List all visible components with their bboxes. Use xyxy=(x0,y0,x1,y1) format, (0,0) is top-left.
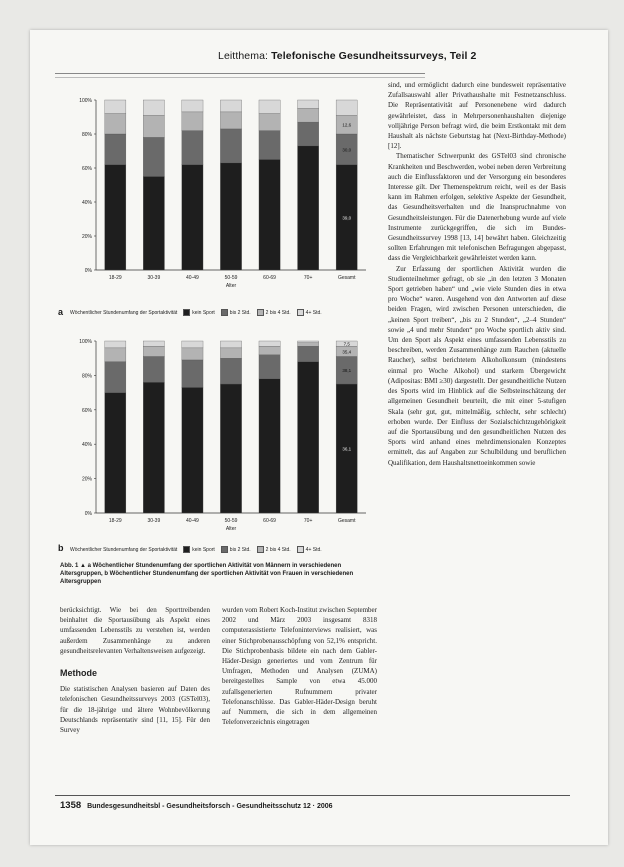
x-axis-title: Alter xyxy=(225,526,237,532)
legend-entry: 4+ Std. xyxy=(305,546,322,553)
bar-segment xyxy=(298,109,319,123)
bar-segment xyxy=(220,341,241,348)
header-rule-thin xyxy=(55,77,425,78)
y-tick-label: 100% xyxy=(79,98,92,104)
data-label: 38,1 xyxy=(342,368,352,374)
section-heading-methode: Methode xyxy=(60,668,97,679)
chart-women-svg xyxy=(60,333,380,543)
bar-segment xyxy=(336,100,357,115)
bar-segment xyxy=(298,100,319,109)
right-column xyxy=(388,80,566,468)
page-footer xyxy=(60,800,333,811)
bar-segment xyxy=(143,115,164,137)
bar-segment xyxy=(105,165,126,270)
bar-segment xyxy=(143,177,164,271)
bar-segment xyxy=(182,360,203,388)
legend-swatch xyxy=(257,309,264,316)
x-tick-label: 40-49 xyxy=(186,275,199,281)
x-tick-label: 18-29 xyxy=(108,275,122,281)
bar-segment xyxy=(259,355,280,379)
bar-segment xyxy=(105,341,126,348)
bar-segment xyxy=(143,341,164,346)
chart-women xyxy=(60,333,380,548)
caption-label: Abb. 1 ▲ a xyxy=(60,563,91,569)
legend-entry: kein Sport xyxy=(192,546,215,553)
legend-swatch xyxy=(257,546,264,553)
bar-segment xyxy=(182,165,203,270)
x-tick-label: Gesamt xyxy=(337,275,356,281)
bar-segment xyxy=(143,356,164,382)
x-tick-label: 70+ xyxy=(303,518,313,524)
y-tick-label: 20% xyxy=(81,476,92,483)
legend-swatch xyxy=(183,309,190,316)
legend-entry: kein Sport xyxy=(192,309,215,316)
bar-segment xyxy=(143,346,164,356)
y-tick-label: 60% xyxy=(81,166,92,172)
bar-segment xyxy=(143,100,164,115)
legend-entry: 2 bis 4 Std. xyxy=(265,546,291,553)
paragraph: Thematischer Schwerpunkt des GSTel03 sind chronische Krankheiten und Beschwerden, wobei neben deren Verbreitung auch die Einflussfaktoren und der Versorgung ein besonderes Interesse gilt. Der Themenspektrum reicht, weil es der Basis kann im Rahmen erfolgen, selektive Aspekte der Gesundheit, das Gesundheitsverhalten und die Inanspruchnahme von Gesundheitsleistungen. Für die Datenerhebung wurde auf viele Instrumente zurückgegriffen, die sich im Bundes-Gesundheitssurvey 1998 [13, 14] bewährt haben. Gleichzeitig sollten Erfahrungen mit telefonischen Befragungen abgepasst, dass die Vergleichbarkeit gewährleistet werden kann. xyxy=(388,152,566,263)
legend-entry: bis 2 Std. xyxy=(229,309,251,316)
header-rule xyxy=(55,73,425,74)
bar-segment xyxy=(298,346,319,361)
legend-swatch xyxy=(183,546,190,553)
x-tick-label: 30-39 xyxy=(147,275,161,281)
legend-swatch xyxy=(297,546,304,553)
x-tick-label: Gesamt xyxy=(337,518,356,524)
y-tick-label: 100% xyxy=(79,339,92,345)
y-tick-label: 60% xyxy=(81,407,92,414)
bar-segment xyxy=(182,341,203,348)
y-tick-label: 0% xyxy=(84,268,92,274)
paragraph: sind, und ermöglicht dadurch eine bundesweit repräsentative Zufallsauswahl aller Privathaushalte mit Festnetzanschluss. Die Repräsentativität auf Personenebene wird dadurch gewährleistet, dass in Mehrpersonenhaushalten diejenige volljährige Person befragt wird, die beim Erstkontakt mit dem Haushalt als nächste Geburtstag hat (Next-Birthday-Methode) [12]. xyxy=(388,81,566,151)
legend-swatch xyxy=(221,309,228,316)
data-label: 12,6 xyxy=(342,122,352,128)
bar-segment xyxy=(298,343,319,346)
y-tick-label: 0% xyxy=(84,511,92,517)
bar-segment xyxy=(105,114,126,134)
bar-segment xyxy=(182,348,203,360)
x-axis-title: Alter xyxy=(225,283,237,289)
bar-segment xyxy=(259,114,280,131)
bar-segment xyxy=(105,134,126,165)
legend-title: Wöchentlicher Stundenumfang der Sportaktivität xyxy=(70,309,178,316)
data-label: 39,0 xyxy=(342,215,352,221)
bar-segment xyxy=(220,384,241,513)
bar-segment xyxy=(259,100,280,114)
bar-segment xyxy=(220,100,241,112)
bar-segment xyxy=(105,348,126,362)
legend-entry: bis 2 Std. xyxy=(229,546,251,553)
bar-segment xyxy=(298,122,319,146)
chart-men xyxy=(60,92,380,309)
bar-segment xyxy=(182,387,203,513)
y-tick-label: 40% xyxy=(81,200,92,206)
bar-segment xyxy=(105,362,126,393)
panel-label-a: a xyxy=(58,307,64,317)
data-label: 30,0 xyxy=(342,147,352,153)
bar-segment xyxy=(259,341,280,346)
x-tick-label: 40-49 xyxy=(186,518,199,524)
x-tick-label: 60-69 xyxy=(263,275,276,281)
legend-swatch xyxy=(297,309,304,316)
bar-segment xyxy=(259,131,280,160)
bar-segment xyxy=(143,137,164,176)
bar-segment xyxy=(182,100,203,112)
bar-segment xyxy=(298,146,319,270)
y-tick-label: 20% xyxy=(81,234,92,240)
bar-segment xyxy=(220,129,241,163)
journal-name: Bundesgesundheitsbl - Gesundheitsforsch - Gesundheitsschutz 12 · 2006 xyxy=(87,803,333,810)
legend-entry: 4+ Std. xyxy=(305,309,322,316)
bar-segment xyxy=(298,362,319,513)
bar-segment xyxy=(220,163,241,270)
bar-segment xyxy=(182,112,203,131)
x-tick-label: 50-59 xyxy=(224,518,238,524)
left-column-2 xyxy=(222,605,377,727)
bar-segment xyxy=(105,393,126,513)
y-tick-label: 40% xyxy=(81,442,92,449)
caption-text: Wöchentlicher Stundenumfang der sportlichen Aktivität von Männern in verschiedenen Altersgruppen, b Wöchentlicher Stundenumfang der sportlichen Aktivität von Frauen in verschiedenen Altersgruppen xyxy=(60,563,354,585)
panel-label-b: b xyxy=(58,543,64,553)
bar-segment xyxy=(220,348,241,358)
x-tick-label: 70+ xyxy=(303,275,313,281)
header-title: Telefonische Gesundheitssurveys, Teil 2 xyxy=(271,50,477,62)
data-label: 7,5 xyxy=(343,341,350,347)
legend-men xyxy=(70,309,322,316)
legend-title: Wöchentlicher Stundenumfang der Sportaktivität xyxy=(70,546,178,553)
x-tick-label: 60-69 xyxy=(263,518,276,524)
bar-segment xyxy=(259,346,280,355)
chart-men-svg xyxy=(60,92,380,304)
legend-swatch xyxy=(221,546,228,553)
legend-entry: 2 bis 4 Std. xyxy=(265,309,291,316)
paragraph: Zur Erfassung der sportlichen Aktivität wurden die Studienteilnehmer gefragt, ob sie „in den letzten 3 Monaten Sport getrieben haben“ und „wie viele Stunden dies in etwa pro Woche“ waren. Ausgehend von den Antworten auf diese beiden Fragen, wird zwischen Personen unterschieden, die „keinen Sport treiben“, „bis zu 2 Stunden“, „2–4 Stunden“ sowie „4 und mehr Stunden“ pro Woche sportlich aktiv sind. Um den Sport als Aspekt eines umfassenden Lebensstils zu beschreiben, werden Zusammenhänge zum Rauchen (aktuelle Raucher), selbst berichtetem Alkoholkonsum (mindestens einmal pro Woche Alkohol) und starkem Übergewicht (Adipositas: BMI ≥30) dargestellt. Der gesundheitliche Nutzen des Sports wird im Hinblick auf die Selbsteinschätzung der allgemeinen Gesundheit beurteilt, die mit einer 5-stufigen Skala (sehr gut, gut, mittelmäßig, schlecht, sehr schlecht) erhoben wurde. Der Einfluss der Sozialschichtzugehörigkeit auf die Sportausübung und den gesundheitlichen Nutzen des Sports wird anhand eines mehrdimensionalen Konzeptes ermittelt, das auf Angaben zur Schulbildung und beruflichen Qualifikation, dem Haushaltsnettoeinkommen sowie xyxy=(388,264,566,467)
figure-caption xyxy=(60,562,360,586)
running-header xyxy=(218,50,476,62)
data-label: 36,1 xyxy=(342,446,352,452)
paragraph: Die statistischen Analysen basieren auf Daten des telefonischen Gesundheitssurveys 2003 (GSTel03), für die 18-jährige und ältere Wohnbevölkerung Deutschlands repräsentativ sind [11, 15]. Für den Survey xyxy=(60,685,210,735)
bar-segment xyxy=(220,358,241,384)
bar-segment xyxy=(259,160,280,271)
bar-segment xyxy=(259,379,280,513)
bar-segment xyxy=(220,112,241,129)
bar-segment xyxy=(143,382,164,513)
bar-segment xyxy=(298,341,319,343)
paragraph: wurden vom Robert Koch-Institut zwischen September 2002 und März 2003 insgesamt 8318 computerassistierte Telefoninterviews realisiert, was einer Stichprobenausschöpfung von 52,1% entspricht. Die Stichprobenbasis bildete ein nach dem Gabler-Häder-Design generiertes und vom Zentrum für Umfragen, Methoden und Analysen (ZUMA) bereitgestelltes Sample von etwa 45.000 zufallsgenerierten Rufnummern privater Telefonanschlüsse. Das Gabler-Häder-Design beruht auf Nummern, die sich in dem allgemeinen Telefonverzeichnis eingetragen xyxy=(222,606,377,727)
y-tick-label: 80% xyxy=(81,373,92,380)
x-tick-label: 30-39 xyxy=(147,518,161,524)
bar-segment xyxy=(182,131,203,165)
x-tick-label: 50-59 xyxy=(224,275,238,281)
bar-segment xyxy=(105,100,126,114)
left-column-1 xyxy=(60,605,210,735)
y-tick-label: 80% xyxy=(81,132,92,138)
header-prefix: Leitthema: xyxy=(218,50,269,62)
legend-women xyxy=(70,546,322,553)
page-number: 1358 xyxy=(60,800,82,811)
data-label: 35,4 xyxy=(342,349,352,355)
paragraph: berücksichtigt. Wie bei den Sporttreibenden beinhaltet die Sportausübung als Aspekt eines umfassenden Lebensstils zu verstehen ist, werden außerdem Zusammenhänge zu anderen gesundheitsrelevanten Verhaltensweisen aufgezeigt. xyxy=(60,606,210,655)
x-tick-label: 18-29 xyxy=(108,518,122,524)
footer-rule xyxy=(55,795,570,796)
